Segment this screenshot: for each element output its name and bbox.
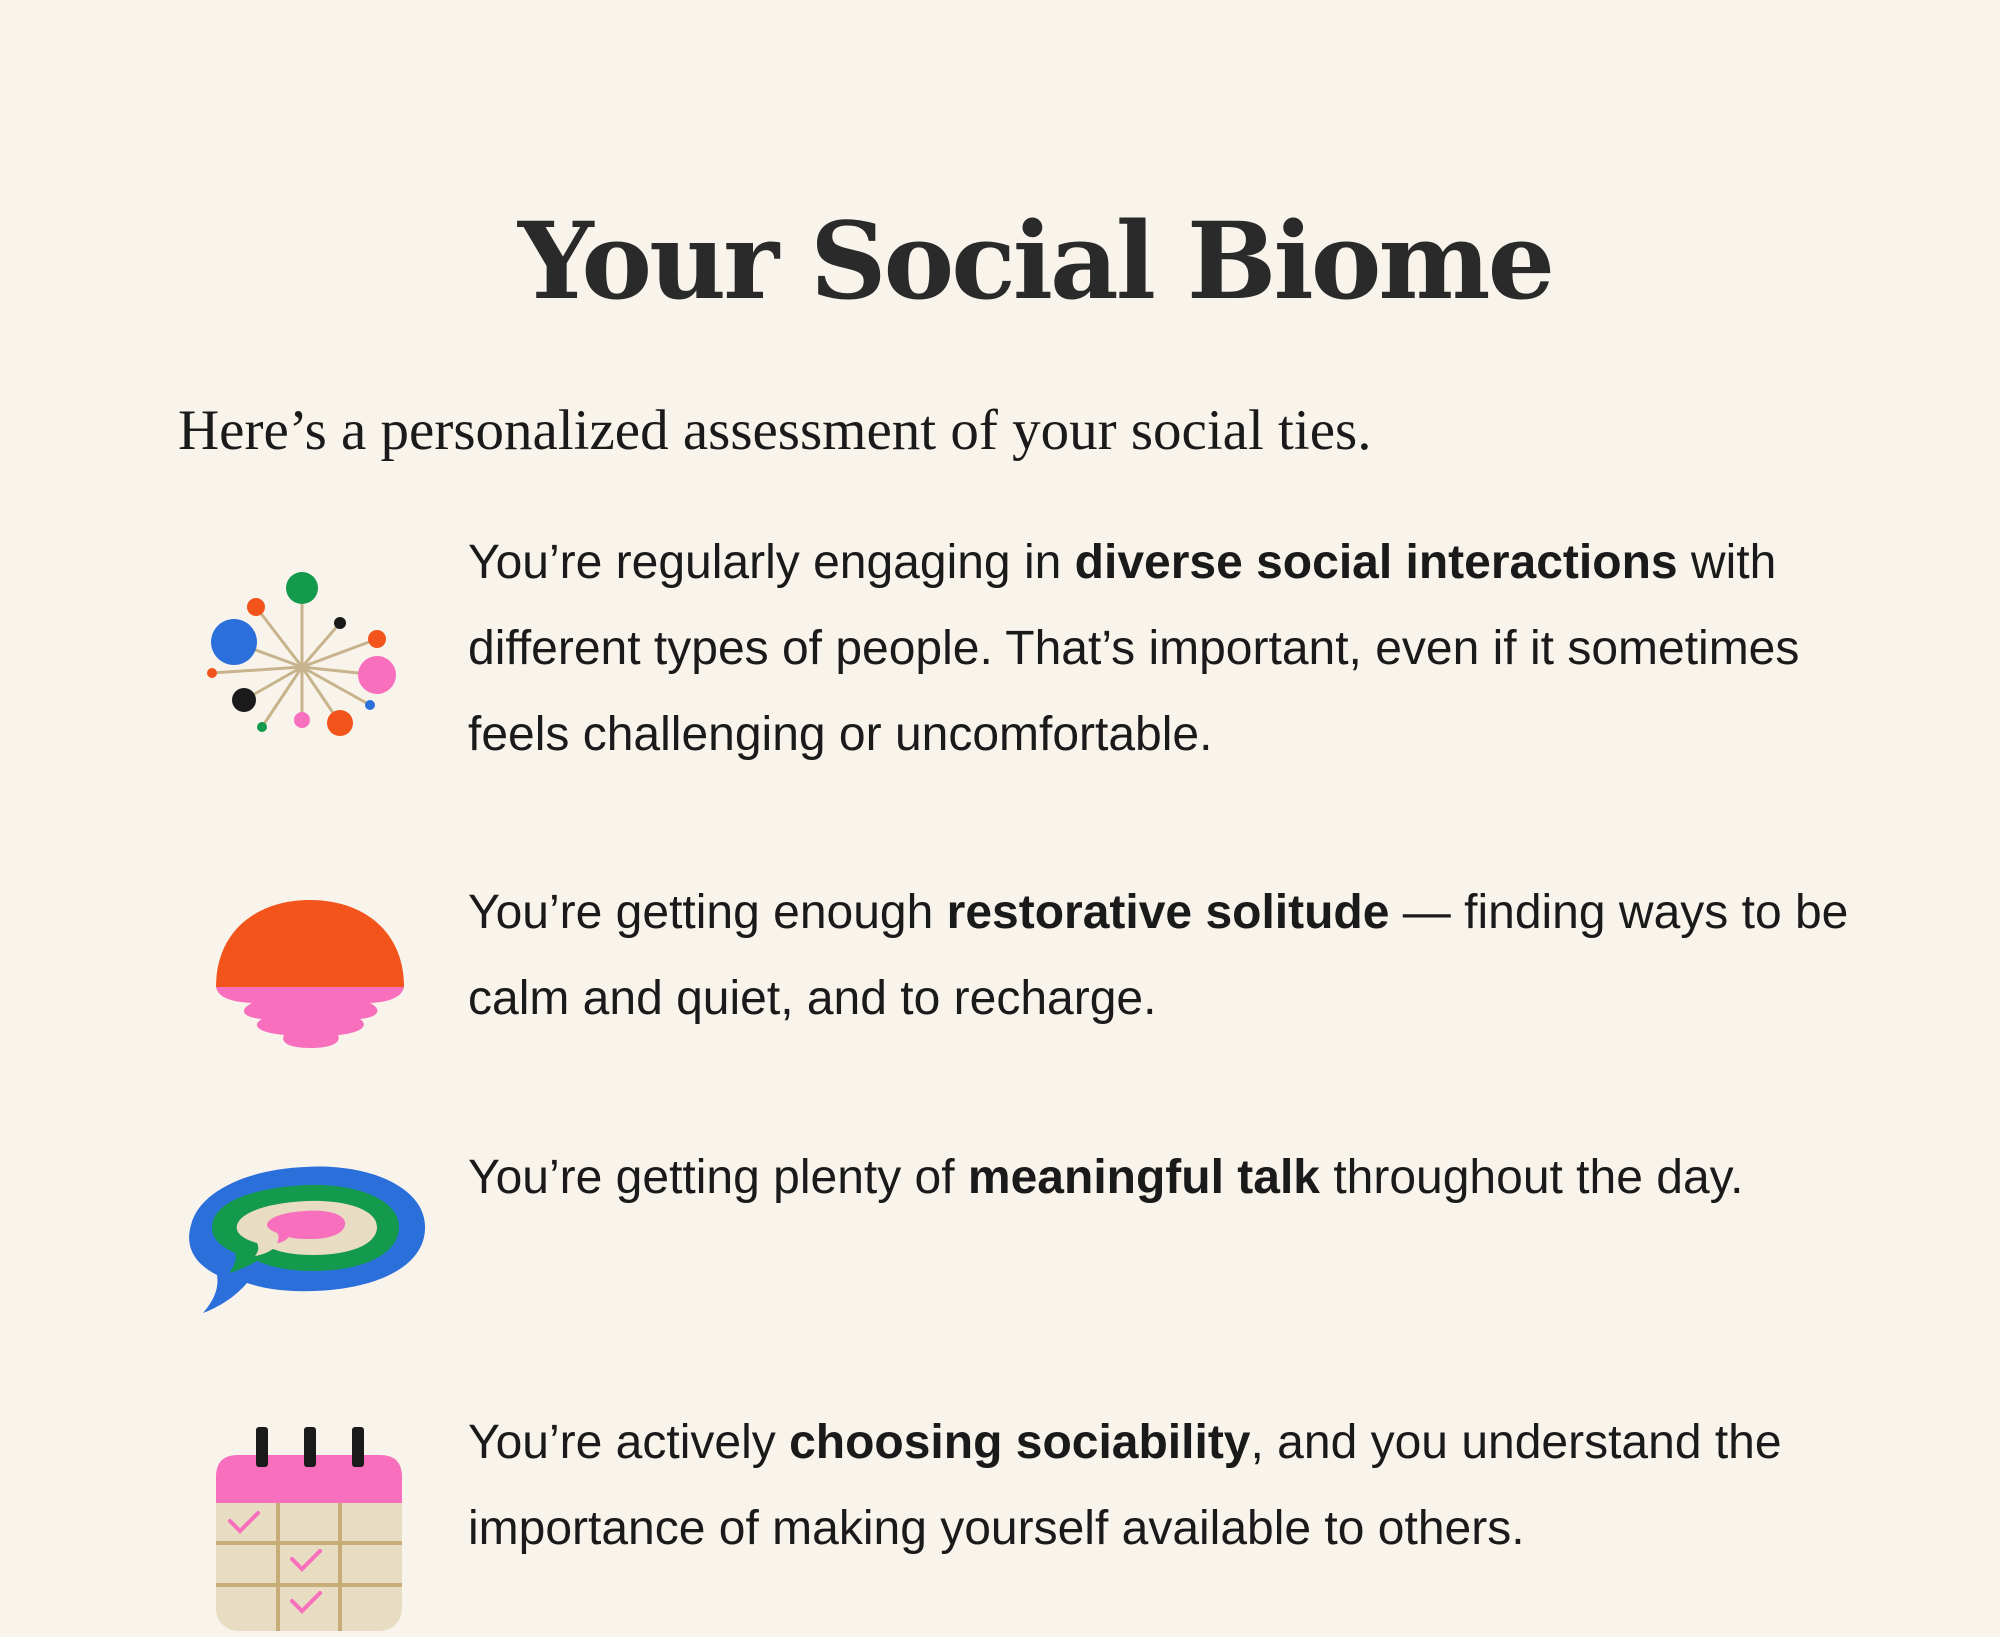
intro-text: Here’s a personalized assessment of your social ties.	[178, 399, 1372, 462]
text-rest: throughout the day.	[1319, 1151, 1744, 1204]
assessment-text	[468, 1400, 1908, 1572]
text-lead: You’re getting enough	[468, 886, 947, 939]
text-lead: You’re regularly engaging in	[468, 536, 1075, 589]
text-rest: — finding ways to be calm and quiet, and to recharge.	[468, 886, 1849, 1025]
text-highlight: choosing sociability	[789, 1416, 1251, 1469]
assessment-text	[468, 870, 1908, 1042]
text-rest: with different types of people. That’s important, even if it sometimes feels challenging or uncomfortable.	[468, 536, 1800, 761]
text-highlight: restorative solitude	[946, 886, 1390, 939]
speech-bubble-icon	[185, 1155, 435, 1325]
text-lead: You’re getting plenty of	[468, 1151, 968, 1204]
assessment-text	[468, 520, 1908, 778]
text-highlight: diverse social interactions	[1074, 536, 1678, 589]
sunset-reflection-icon	[210, 885, 410, 1085]
calendar-icon	[212, 1425, 407, 1635]
assessment-text	[468, 1135, 1908, 1221]
text-rest: , and you understand the importance of making yourself available to others.	[468, 1416, 1782, 1555]
page-title: Your Social Biome	[517, 198, 1553, 323]
network-burst-icon	[200, 545, 400, 785]
text-lead: You’re actively	[468, 1416, 790, 1469]
text-highlight: meaningful talk	[967, 1151, 1320, 1204]
